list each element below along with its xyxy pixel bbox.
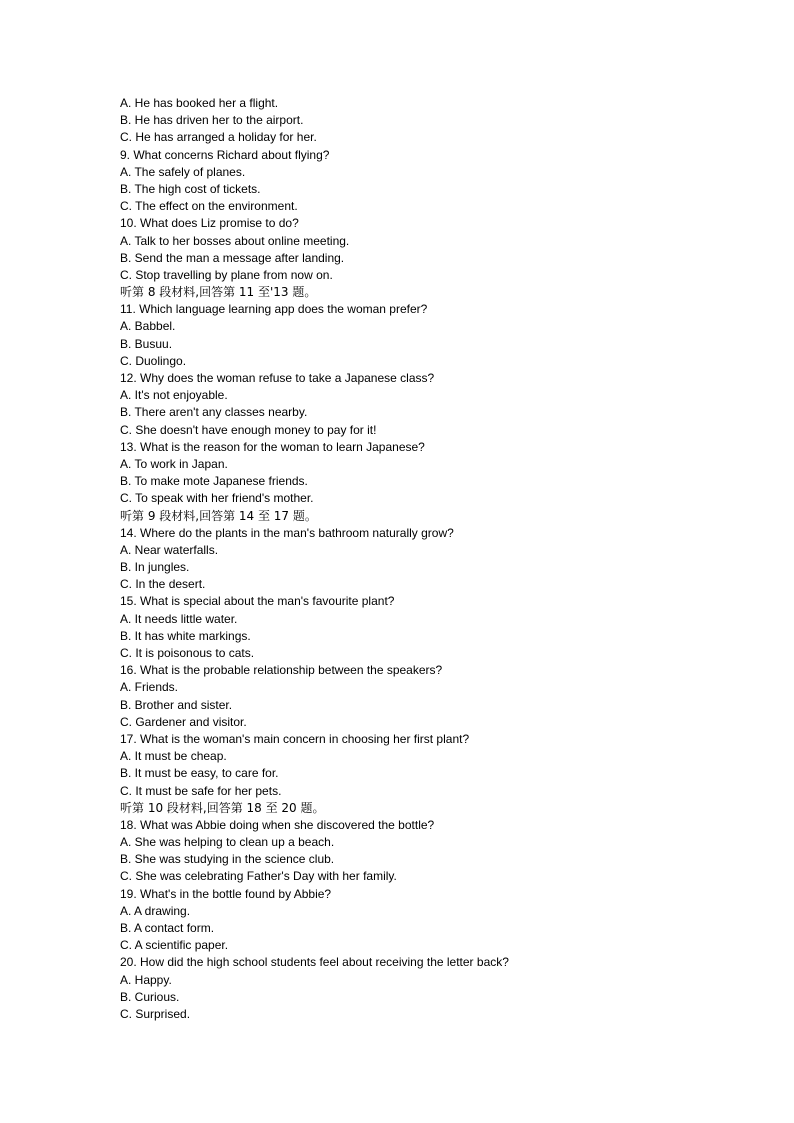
question-line: 20. How did the high school students feel about receiving the letter back?	[120, 955, 509, 970]
option-line: A. Happy.	[120, 972, 172, 987]
option-line: A. She was helping to clean up a beach.	[120, 835, 335, 850]
option-line: B. It must be easy, to care for.	[120, 766, 279, 781]
option-line: A. To work in Japan.	[120, 456, 228, 471]
option-line: C. A scientific paper.	[120, 938, 229, 953]
option-line: A. Friends.	[120, 680, 179, 695]
option-line: C. To speak with her friend's mother.	[120, 491, 314, 506]
question-line: 12. Why does the woman refuse to take a Japanese class?	[120, 371, 435, 385]
option-line: C. She doesn't have enough money to pay for it!	[120, 422, 377, 437]
option-line: B. It has white markings.	[120, 628, 251, 643]
question-line: 9. What concerns Richard about flying?	[120, 147, 330, 162]
option-line: C. He has arranged a holiday for her.	[120, 130, 317, 145]
option-line: A. He has booked her a flight.	[120, 96, 279, 110]
section-heading: 听第 10 段材料,回答第 18 至 20 题。	[120, 800, 325, 815]
question-line: 14. Where do the plants in the man's bathroom naturally grow?	[120, 525, 454, 540]
question-line: 15. What is special about the man's favourite plant?	[120, 594, 395, 609]
question-line: 11. Which language learning app does the woman prefer?	[120, 302, 428, 317]
option-line: C. In the desert.	[120, 577, 206, 592]
question-line: 13. What is the reason for the woman to learn Japanese?	[120, 439, 425, 454]
option-line: A. It must be cheap.	[120, 749, 227, 764]
option-line: B. There aren't any classes nearby.	[120, 405, 308, 420]
option-line: B. Busuu.	[120, 336, 173, 351]
option-line: C. She was celebrating Father's Day with her family.	[120, 869, 397, 884]
option-line: C. Surprised.	[120, 1006, 191, 1021]
question-text-block	[120, 95, 720, 1023]
question-line: 19. What's in the bottle found by Abbie?	[120, 886, 332, 901]
option-line: A. Talk to her bosses about online meeting.	[120, 233, 350, 248]
option-line: C. It must be safe for her pets.	[120, 783, 282, 798]
option-line: B. Send the man a message after landing.	[120, 250, 345, 265]
option-line: B. He has driven her to the airport.	[120, 113, 304, 128]
section-heading: 听第 9 段材料,回答第 14 至 17 题。	[120, 508, 317, 523]
question-line: 18. What was Abbie doing when she discovered the bottle?	[120, 817, 435, 832]
option-line: B. The high cost of tickets.	[120, 181, 261, 196]
section-heading: 听第 8 段材料,回答第 11 至'13 题。	[120, 285, 317, 300]
option-line: C. It is poisonous to cats.	[120, 646, 255, 660]
option-line: A. A drawing.	[120, 903, 191, 918]
option-line: B. Brother and sister.	[120, 697, 233, 712]
option-line: B. A contact form.	[120, 921, 215, 935]
option-line: C. Stop travelling by plane from now on.	[120, 267, 333, 282]
option-line: A. It needs little water.	[120, 611, 238, 626]
option-line: B. She was studying in the science club.	[120, 852, 335, 867]
option-line: C. Duolingo.	[120, 353, 187, 368]
option-line: B. In jungles.	[120, 560, 190, 575]
option-line: B. Curious.	[120, 989, 180, 1004]
option-line: A. The safely of planes.	[120, 164, 246, 179]
option-line: A. Babbel.	[120, 319, 176, 334]
option-line: A. It's not enjoyable.	[120, 388, 228, 403]
option-line: C. The effect on the environment.	[120, 199, 298, 214]
question-line: 17. What is the woman's main concern in choosing her first plant?	[120, 731, 470, 746]
option-line: A. Near waterfalls.	[120, 542, 219, 557]
option-line: C. Gardener and visitor.	[120, 714, 247, 729]
question-line: 16. What is the probable relationship between the speakers?	[120, 663, 443, 678]
option-line: B. To make mote Japanese friends.	[120, 474, 308, 489]
question-line: 10. What does Liz promise to do?	[120, 216, 299, 231]
